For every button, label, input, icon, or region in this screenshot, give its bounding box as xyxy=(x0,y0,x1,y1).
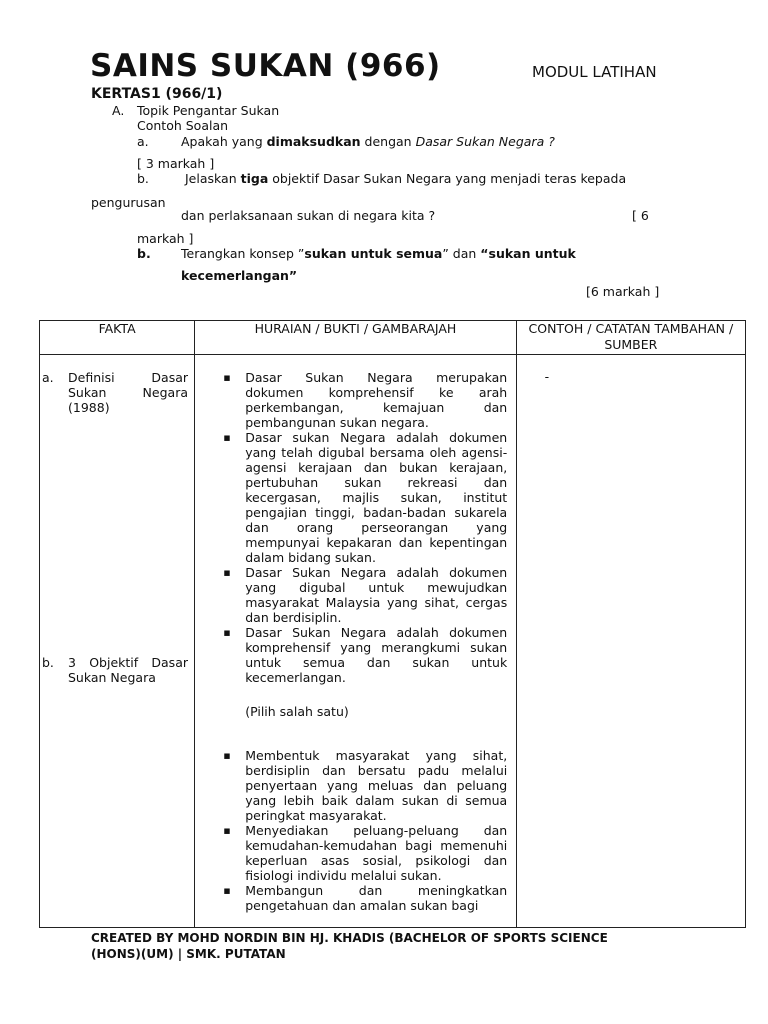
topic-title: Topik Pengantar Sukan xyxy=(137,103,280,118)
question-c-marks: [6 markah ] xyxy=(586,284,660,299)
list-item: ▪ Dasar Sukan Negara merupakan dokumen komprehensif ke arah perkembangan, kemajuan dan pembangunan sukan negara. xyxy=(221,370,507,430)
header-contoh: CONTOH / CATATAN TAMBAHAN / SUMBER xyxy=(516,321,745,355)
question-b-line1: Jelaskan tiga objektif Dasar Sukan Negara yang menjadi teras kepada xyxy=(185,171,627,186)
huraian-list-b xyxy=(221,748,507,913)
question-a: Apakah yang dimaksudkan dengan Dasar Sukan Negara ? xyxy=(181,134,555,149)
footer-credit: CREATED BY MOHD NORDIN BIN HJ. KHADIS (BACHELOR OF SPORTS SCIENCE (HONS)(UM) | SMK. PUTATAN xyxy=(91,931,608,961)
table-header-row xyxy=(40,321,746,355)
question-b-line2: pengurusan xyxy=(91,195,166,210)
section-label: A. xyxy=(112,103,125,118)
question-c-line1: Terangkan konsep ”sukan untuk semua” dan “sukan untuk xyxy=(181,246,576,261)
header-huraian: HURAIAN / BUKTI / GAMBARAJAH xyxy=(195,321,516,355)
contoh-dash: - xyxy=(544,369,550,384)
list-item: ▪ Menyediakan peluang-peluang dan kemudahan-kemudahan bagi memenuhi keperluan asas sosial, psikologi dan fisiologi individu melalui sukan. xyxy=(221,823,507,883)
module-label: MODUL LATIHAN xyxy=(532,63,657,81)
document-title: SAINS SUKAN (966) xyxy=(90,48,441,84)
fakta-cell xyxy=(40,355,195,928)
question-b-marks-close: markah ] xyxy=(137,231,194,246)
choose-one-note: (Pilih salah satu) xyxy=(245,704,349,719)
fakta-item-b: b. 3 Objektif Dasar Sukan Negara xyxy=(42,655,188,685)
answer-table xyxy=(39,320,746,928)
question-b-label: b. xyxy=(137,171,149,186)
contoh-cell xyxy=(516,355,745,928)
list-item: ▪ Dasar sukan Negara adalah dokumen yang telah digubal bersama oleh agensi-agensi kerajaan dan bukan kerajaan, pertubuhan sukan rekreasi dan kecergasan, majlis sukan, institut pengajian tinggi, badan-badan sukarela dan orang perseorangan yang mempunyai kepakaran dan kepentingan dalam bidang sukan. xyxy=(221,430,507,565)
question-a-marks: [ 3 markah ] xyxy=(137,156,215,171)
sample-questions-label: Contoh Soalan xyxy=(137,118,229,133)
question-c-label: b. xyxy=(137,246,151,261)
question-a-label: a. xyxy=(137,134,149,149)
fakta-item-a: a. Definisi Dasar Sukan Negara (1988) xyxy=(42,370,188,415)
paper-code: KERTAS1 (966/1) xyxy=(91,86,223,102)
header-fakta: FAKTA xyxy=(40,321,195,355)
question-b-marks-open: [ 6 xyxy=(632,208,649,223)
question-b-line3: dan perlaksanaan sukan di negara kita ? xyxy=(181,208,436,223)
huraian-cell xyxy=(195,355,516,928)
huraian-list-a xyxy=(221,370,507,685)
question-c-line2: kecemerlangan” xyxy=(181,268,298,283)
list-item: ▪ Membangun dan meningkatkan pengetahuan dan amalan sukan bagi xyxy=(221,883,507,913)
list-item: ▪ Dasar Sukan Negara adalah dokumen yang digubal untuk mewujudkan masyarakat Malaysia yang sihat, cergas dan berdisiplin. xyxy=(221,565,507,625)
list-item: ▪ Membentuk masyarakat yang sihat, berdisiplin dan bersatu padu melalui penyertaan yang meluas dan peluang yang lebih baik dalam sukan di semua peringkat masyarakat. xyxy=(221,748,507,823)
table-body-row xyxy=(40,355,746,928)
list-item: ▪ Dasar Sukan Negara adalah dokumen komprehensif yang merangkumi sukan untuk semua dan sukan untuk kecemerlangan. xyxy=(221,625,507,685)
